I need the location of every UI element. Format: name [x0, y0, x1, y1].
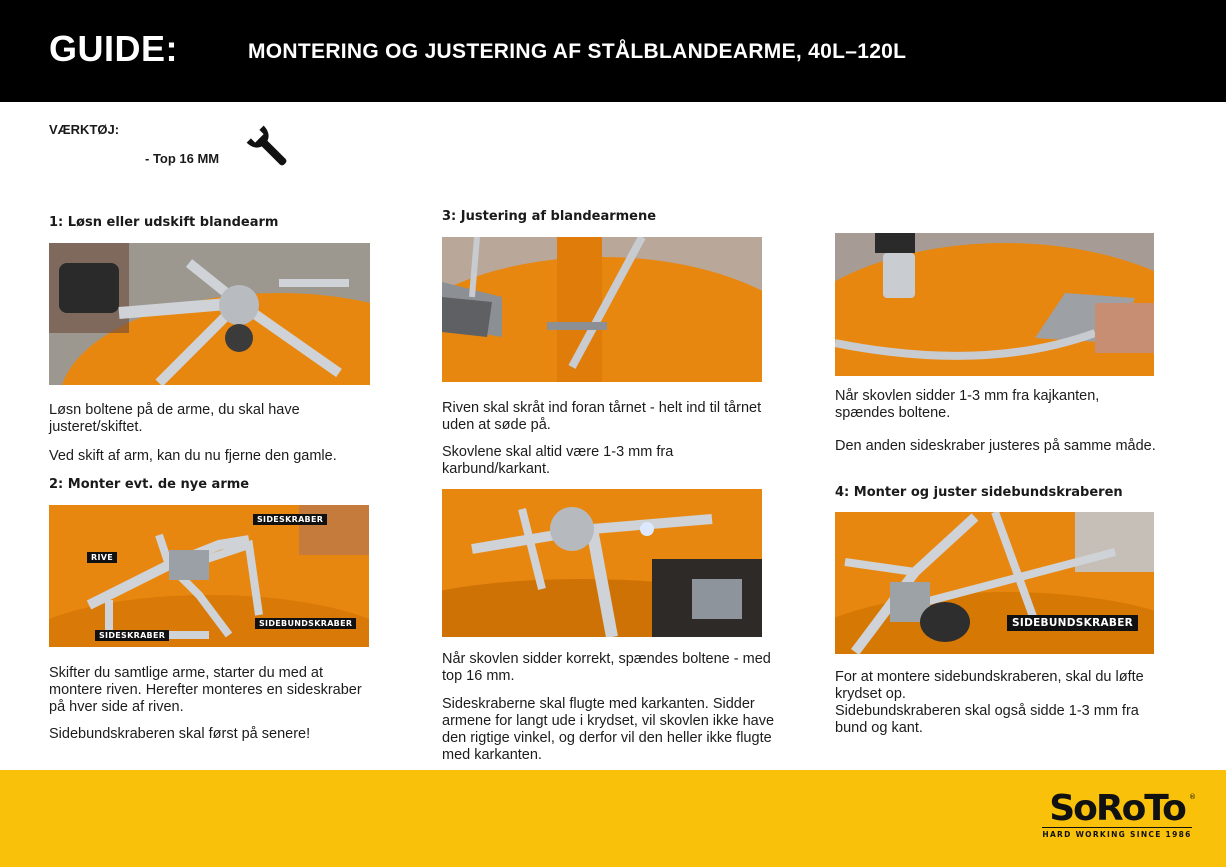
- section2-para2: Sidebundskraberen skal først på senere!: [49, 726, 311, 742]
- section3b-para2: Den anden sideskraber justeres på samme måde.: [835, 438, 1156, 454]
- guide-label: GUIDE:: [49, 28, 178, 69]
- footer-banner: [0, 770, 1226, 867]
- photo-mount-bottom-scraper: [835, 512, 1154, 654]
- page-title: MONTERING OG JUSTERING AF STÅLBLANDEARME, 40L–120L: [248, 40, 907, 63]
- header-banner: [0, 0, 1226, 102]
- section3-para4: Sideskraberne skal flugte med karkanten. Sidder armene for langt ude i krydset, vil skovlen ikke have den rigtige vinkel, og derfor vil den heller ikke flugte med karkanten.: [442, 696, 775, 763]
- photo-tighten-bolts: [442, 489, 762, 637]
- wrench-icon: [244, 124, 296, 174]
- section3-para1: Riven skal skråt ind foran tårnet - helt ind til tårnet uden at søde på.: [442, 400, 762, 433]
- section4-title: 4: Monter og juster sidebundskraberen: [835, 485, 1123, 500]
- section3b-para1: Når skovlen sidder 1-3 mm fra kajkanten, spændes boltene.: [835, 388, 1100, 421]
- tools-label: VÆRKTØJ:: [49, 122, 120, 137]
- section1-para1: Løsn boltene på de arme, du skal have justeret/skiftet.: [49, 402, 300, 435]
- registered-mark: ®: [1189, 793, 1196, 801]
- label-rive: RIVE: [87, 552, 117, 563]
- label-sideskraber-bottom: SIDESKRABER: [95, 630, 169, 641]
- photo-mount-arms: [49, 505, 369, 647]
- section3-para3: Når skovlen sidder korrekt, spændes boltene - med top 16 mm.: [442, 651, 771, 684]
- label-sidebundskraber: SIDEBUNDSKRABER: [255, 618, 356, 629]
- photo-loosen-arm: [49, 243, 370, 385]
- label-sideskraber-top: SIDESKRABER: [253, 514, 327, 525]
- section2-para1: Skifter du samtlige arme, starter du med at montere riven. Herefter monteres en sideskraber på hver side af riven.: [49, 665, 362, 715]
- section2-title: 2: Monter evt. de nye arme: [49, 477, 250, 492]
- soroto-logo: [1042, 788, 1196, 843]
- section1-para2: Ved skift af arm, kan du nu fjerne den gamle.: [49, 448, 337, 464]
- section4-para1: For at montere sidebundskraberen, skal du løfte krydset op. Sidebundskraberen skal også sidde 1-3 mm fra bund og kant.: [835, 669, 1144, 736]
- section3-para2: Skovlene skal altid være 1-3 mm fra karbund/karkant.: [442, 444, 674, 477]
- label-sidebundskraber-step4: SIDEBUNDSKRABER: [1007, 615, 1138, 631]
- logo-tagline: HARD WORKING SINCE 1986: [1042, 827, 1192, 839]
- photo-adjust-side-scraper: [835, 233, 1154, 376]
- logo-wordmark: SoRoTo: [1049, 788, 1185, 829]
- tools-item: - Top 16 MM: [145, 151, 220, 166]
- photo-adjust-arms: [442, 237, 762, 382]
- section3-title: 3: Justering af blandearmene: [442, 209, 657, 224]
- section1-title: 1: Løsn eller udskift blandearm: [49, 215, 279, 230]
